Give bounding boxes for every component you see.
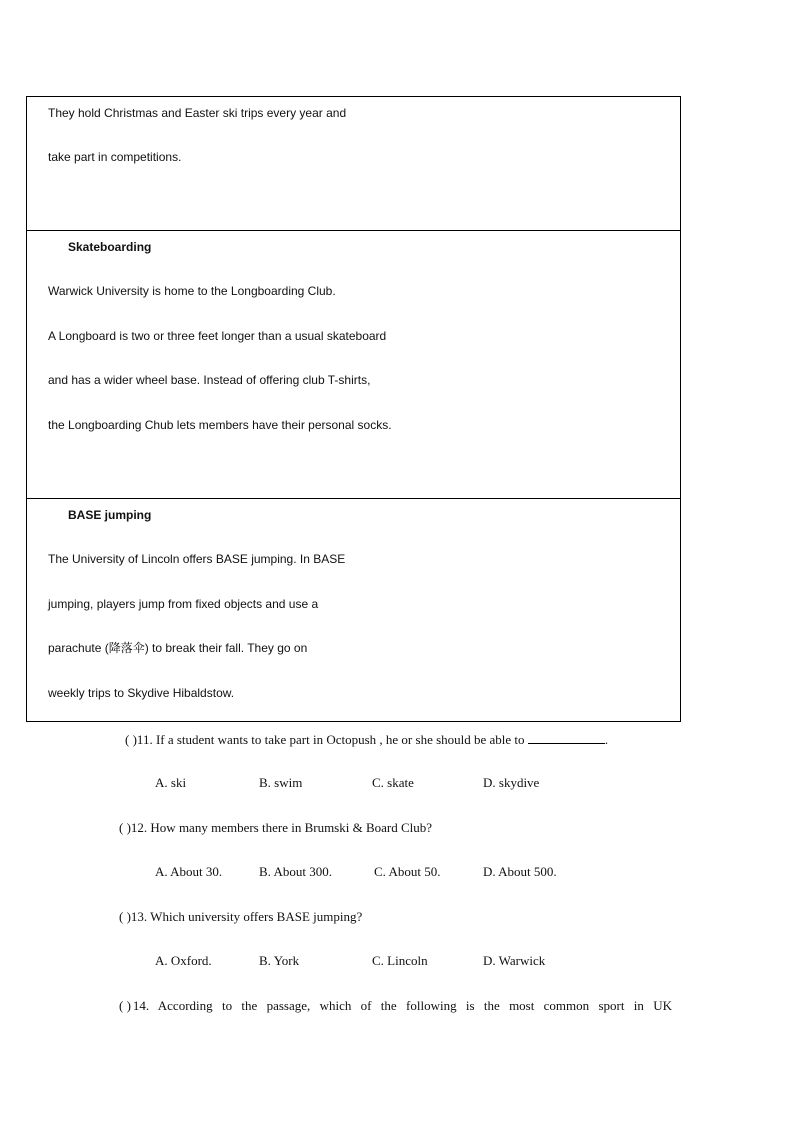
table-row-ski [27,97,681,231]
base-jumping-line-1: The University of Lincoln offers BASE jumping. In BASE [48,552,346,567]
option-11-d[interactable]: D. skydive [483,775,540,790]
option-13-b[interactable]: B. York [259,953,300,968]
question-12 [119,820,432,836]
question-13 [119,909,362,925]
answer-paren-14[interactable]: ( ) [119,998,131,1013]
question-13-text: 13. Which university offers BASE jumping? [130,909,363,924]
question-11-text: 11. If a student wants to take part in Octopush , he or she should be able to [136,732,525,747]
skateboarding-line-1: Warwick University is home to the Longboarding Club. [48,284,336,299]
ski-line-2: take part in competitions. [48,150,182,165]
table-row-base-jumping [27,499,681,722]
base-jumping-cell [27,499,681,722]
question-14 [119,998,672,1014]
answer-paren-13[interactable]: ( ) [119,909,131,924]
option-13-d[interactable]: D. Warwick [483,953,546,968]
question-11-suffix: . [604,732,609,747]
question-12-text: 12. How many members there in Brumski & Board Club? [130,820,433,835]
skateboarding-line-2: A Longboard is two or three feet longer than a usual skateboard [48,328,387,343]
base-jumping-line-2: jumping, players jump from fixed objects and use a [48,596,319,611]
skateboarding-line-3: and has a wider wheel base. Instead of offering club T-shirts, [48,373,371,388]
option-13-a[interactable]: A. Oxford. [155,953,212,968]
option-12-d[interactable]: D. About 500. [483,864,557,879]
skateboarding-cell [27,231,681,499]
option-13-c[interactable]: C. Lincoln [372,953,428,968]
answer-paren-12[interactable]: ( ) [119,820,131,835]
option-12-b[interactable]: B. About 300. [259,864,332,879]
option-12-a[interactable]: A. About 30. [155,864,223,879]
option-12-c[interactable]: C. About 50. [374,864,441,879]
base-jumping-heading: BASE jumping [68,508,152,522]
question-11 [125,731,608,748]
answer-blank-11[interactable] [528,731,605,744]
option-11-a[interactable]: A. ski [155,775,187,790]
answer-paren-11[interactable]: ( ) [125,732,137,747]
question-14-text: 14. According to the passage, which of the following is the most common sport in UK [132,998,672,1013]
option-11-c[interactable]: C. skate [372,775,414,790]
ski-cell [27,97,681,231]
skateboarding-heading: Skateboarding [68,240,152,254]
base-jumping-line-4: weekly trips to Skydive Hibaldstow. [48,685,235,700]
table-row-skateboarding [27,231,681,499]
option-11-b[interactable]: B. swim [259,775,303,790]
ski-line-1: They hold Christmas and Easter ski trips every year and [48,106,347,120]
skateboarding-line-4: the Longboarding Chub lets members have their personal socks. [48,417,392,432]
base-jumping-line-3: parachute (降落伞) to break their fall. They go on [48,641,308,656]
clubs-table [26,96,681,722]
